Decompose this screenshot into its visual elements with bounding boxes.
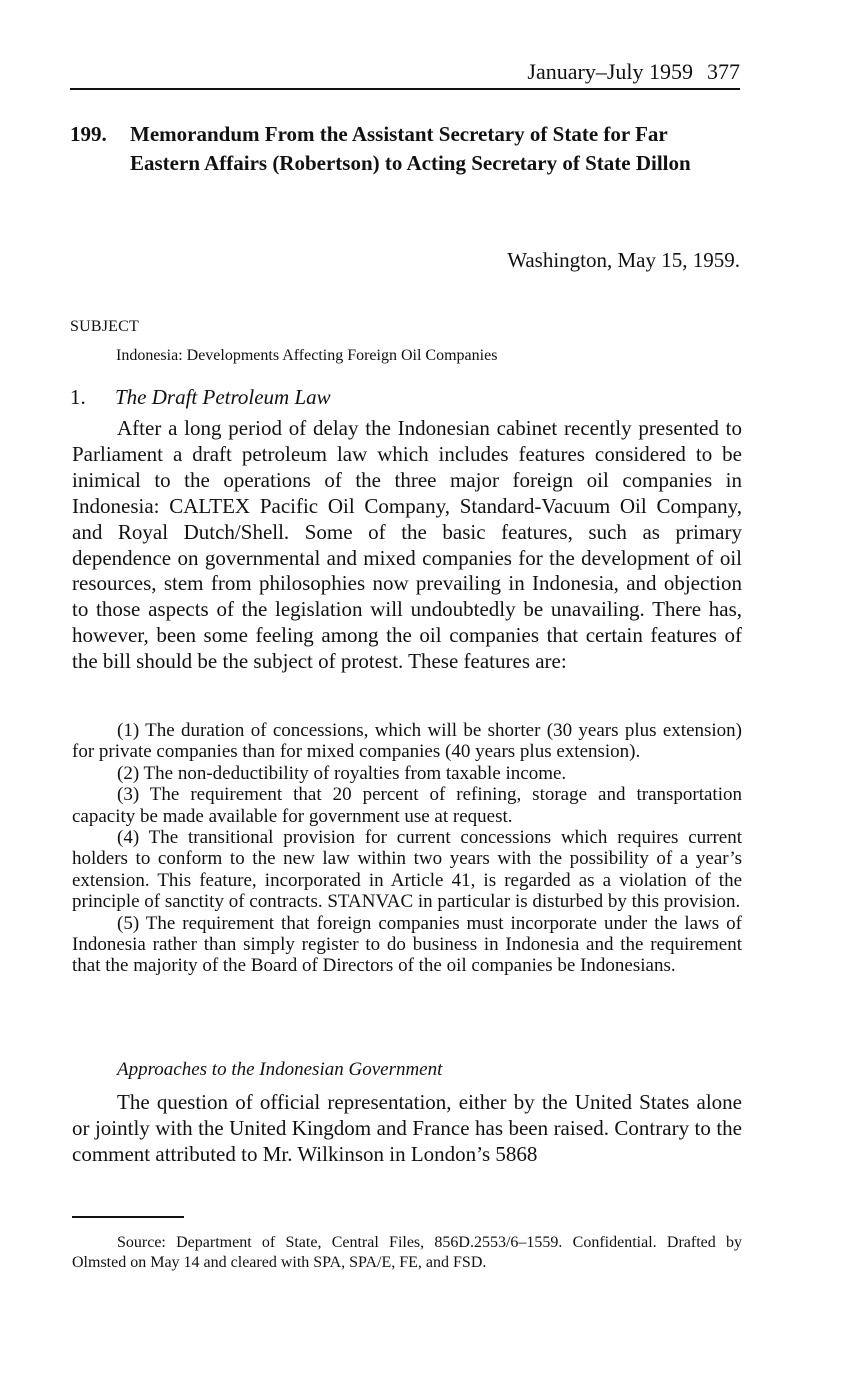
list-item: (1) The duration of concessions, which will be shorter (30 years plus extension) for private companies than for mixed companies (40 years plus extension). bbox=[72, 720, 742, 763]
footnote bbox=[72, 1233, 742, 1273]
list-item: (3) The requirement that 20 percent of refining, storage and transportation capacity be made available for government use at request. bbox=[72, 784, 742, 827]
page-number: 377 bbox=[707, 59, 740, 84]
paragraph: The question of official representation, either by the United States alone or jointly with the United Kingdom and France has been raised. Contrary to the comment attributed to Mr. Wilkinson in London’s 5868 bbox=[72, 1090, 742, 1166]
section-title: The Draft Petroleum Law bbox=[115, 385, 331, 409]
subsection-body bbox=[72, 1090, 742, 1167]
list-item: (4) The transitional provision for current concessions which requires current holders to conform to the new law within two years with the possibility of a year’s extension. This feature, incorporated in Article 41, is regarded as a violation of the principle of sanctity of contracts. STANVAC in particular is disturbed by this provision. bbox=[72, 827, 742, 913]
section-number: 1. bbox=[70, 385, 86, 409]
document-number: 199. bbox=[70, 122, 107, 146]
running-title: January–July 1959 bbox=[527, 59, 693, 84]
section-body bbox=[72, 416, 742, 675]
list-item: (5) The requirement that foreign companies must incorporate under the laws of Indonesia rather than simply register to do business in Indonesia and the requirement that the majority of the Board of Directors of the oil companies be Indonesians. bbox=[72, 912, 742, 977]
subject-label: SUBJECT bbox=[70, 318, 139, 335]
header-rule bbox=[70, 88, 740, 90]
footnote-text: Source: Department of State, Central Files, 856D.2553/6–1559. Confidential. Drafted by Olmsted on May 14 and cleared with SPA, SPA/E, FE, and FSD. bbox=[72, 1234, 742, 1271]
list-item: (2) The non-deductibility of royalties from taxable income. bbox=[117, 762, 567, 784]
subsection-heading: Approaches to the Indonesian Government bbox=[117, 1059, 443, 1080]
section-heading bbox=[70, 383, 331, 411]
document-title-block bbox=[70, 120, 730, 177]
document-title: Memorandum From the Assistant Secretary of State for Far Eastern Affairs (Robertson) to Acting Secretary of State Dillon bbox=[130, 122, 691, 175]
subject-text: Indonesia: Developments Affecting Foreign Oil Companies bbox=[116, 347, 498, 364]
feature-list bbox=[72, 720, 742, 977]
dateline: Washington, May 15, 1959. bbox=[507, 248, 740, 272]
running-header bbox=[70, 58, 740, 86]
footnote-rule bbox=[72, 1216, 184, 1218]
paragraph: After a long period of delay the Indonesian cabinet recently presented to Parliament a draft petroleum law which includes features considered to be inimical to the operations of the three major foreign oil companies in Indonesia: CALTEX Pacific Oil Company, Standard-Vacuum Oil Company, and Royal Dutch/Shell. Some of the basic features, such as primary dependence on governmental and mixed companies for the development of oil resources, stem from philosophies now prevailing in Indonesia, and objection to those aspects of the legislation will undoubtedly be unavailing. There has, however, been some feeling among the oil companies that certain features of the bill should be the subject of protest. These features are: bbox=[72, 416, 742, 674]
